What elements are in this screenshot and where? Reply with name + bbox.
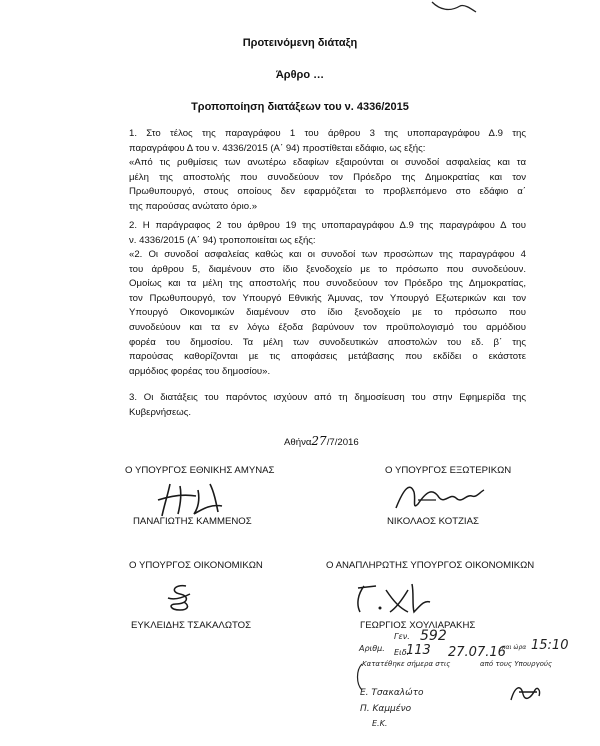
text-line: Κυβερνήσεως.	[129, 406, 192, 418]
stamp-minister-2: Π. Καμμένο	[360, 704, 412, 714]
foreign-minister-signature	[392, 478, 492, 518]
proposed-provision-heading: Προτεινόμενη διάταξη	[242, 37, 358, 49]
stamp-eid-label: Ειδ.	[394, 648, 410, 657]
date-handwritten-day: 27	[311, 434, 327, 448]
text-line: παρούσας καθορίζονται με τις αποφάσεις μετάβασης που εκδίδει ο εκάστοτε	[129, 351, 526, 363]
alt-finance-minister-signature	[350, 580, 440, 616]
defence-minister-signature	[140, 478, 250, 518]
top-margin-scribble	[430, 0, 480, 16]
paragraph-3	[129, 391, 526, 420]
text-line: αρμόδιος φορέας του δημοσίου».	[129, 365, 271, 377]
stamp-bracket-scribble	[352, 662, 366, 692]
foreign-minister-name: ΝΙΚΟΛΑΟΣ ΚΟΤΖΙΑΣ	[387, 516, 479, 527]
text-line: «2. Οι συνοδοί ασφαλείας καθώς και οι συνοδοί των προσώπων της παραγράφου 4	[129, 249, 526, 260]
amendment-title: Τροποποίηση διατάξεων του ν. 4336/2015	[191, 101, 409, 113]
defence-minister-title: Ο ΥΠΟΥΡΓΟΣ ΕΘΝΙΚΗΣ ΑΜΥΝΑΣ	[125, 465, 275, 476]
finance-minister-title: Ο ΥΠΟΥΡΓΟΣ ΟΙΚΟΝΟΜΙΚΩΝ	[129, 560, 263, 571]
text-line: μέλη της αποστολής που συνοδεύουν τον Πρόεδρο της Δημοκρατίας και τον	[129, 171, 526, 183]
stamp-date: 27.07.16	[448, 645, 506, 660]
date-suffix: /7/2016	[326, 437, 359, 448]
stamp-gen-number: 592	[420, 628, 447, 644]
text-line: 1. Στο τέλος της παραγράφου 1 του άρθρου 3 της υποπαραγράφου Δ.9 της	[129, 128, 526, 139]
paragraph-1	[129, 127, 526, 156]
text-line: φορέα του δημοσίου. Τα μέλη των συνοδευτικών αποστολών του εδ. β΄ της	[129, 336, 526, 348]
stamp-minister-3: Ε.Κ.	[372, 719, 388, 728]
stamp-minister-1: Ε. Τσακαλώτο	[360, 688, 424, 698]
text-line: Υπουργό Οικονομικών διαμένουν στο ίδιο ξενοδοχείο με το πρόσωπο που	[129, 307, 526, 319]
text-line: συνοδεύουν και τα εν λόγω έξοδα βαρύνουν τον προϋπολογισμό του αρμόδιου	[129, 321, 526, 333]
text-line: ν. 4336/2015 (Α΄ 94) τροποποιείται ως εξής:	[129, 234, 316, 246]
stamp-time-prefix: και ώρα	[502, 644, 527, 651]
alt-finance-minister-name: ΓΕΩΡΓΙΟΣ ΧΟΥΛΙΑΡΑΚΗΣ	[360, 620, 476, 631]
paragraph-2	[129, 219, 526, 248]
article-heading: Άρθρο …	[275, 69, 325, 81]
text-line: «Από τις ρυθμίσεις των ανωτέρω εδαφίων εξαιρούνται οι συνοδοί ασφαλείας και τα	[129, 157, 526, 168]
stamp-deposited-text: Κατατέθηκε σήμερα στις	[362, 660, 451, 668]
stamp-arith-label: Αριθμ.	[359, 644, 385, 653]
text-line: του άρθρου 5, διαμένουν στο ίδιο ξενοδοχείο με το πρόσωπο που συνοδεύουν.	[129, 263, 526, 275]
text-line: Ομοίως και τα μέλη της αποστολής που συνοδεύουν τον Πρόεδρο της Δημοκρατίας,	[129, 278, 526, 290]
date-line	[284, 434, 359, 448]
foreign-minister-title: Ο ΥΠΟΥΡΓΟΣ ΕΞΩΤΕΡΙΚΩΝ	[385, 465, 512, 476]
text-line: παραγράφου Δ του ν. 4336/2015 (Α΄ 94) προστίθεται εδάφιο, ως εξής:	[129, 142, 426, 154]
text-line: τον Πρωθυπουργό, τον Υπουργό Εθνικής Άμυνας, τον Υπουργό Εξωτερικών και τον	[129, 292, 526, 304]
text-line: 3. Οι διατάξεις του παρόντος ισχύουν από τη δημοσίευση του στην Εφημερίδα της	[129, 392, 526, 403]
date-prefix: Αθήνα	[284, 437, 312, 448]
text-line: της παρούσας ανώτατο όριο.»	[129, 200, 258, 212]
stamp-eid-number: 113	[406, 643, 431, 658]
text-line: Πρωθυπουργό, στους οποίους δεν εφαρμόζεται το προβλεπόμενο στο εδάφιο α΄	[129, 186, 526, 198]
stamp-time: 15:10	[531, 638, 569, 653]
quotation-1	[129, 156, 526, 214]
finance-minister-name: ΕΥΚΛΕΙΔΗΣ ΤΣΑΚΑΛΩΤΟΣ	[131, 620, 252, 631]
alt-finance-minister-title: Ο ΑΝΑΠΛΗΡΩΤΗΣ ΥΠΟΥΡΓΟΣ ΟΙΚΟΝΟΜΙΚΩΝ	[326, 560, 535, 571]
stamp-by-ministers-text: από τους Υπουργούς	[480, 660, 553, 668]
defence-minister-name: ΠΑΝΑΓΙΩΤΗΣ ΚΑΜΜΕΝΟΣ	[133, 516, 252, 527]
stamp-gen-label: Γεν.	[394, 632, 410, 641]
quotation-2	[129, 248, 526, 379]
stamp-initials-scribble	[505, 680, 545, 706]
text-line: 2. Η παράγραφος 2 του άρθρου 19 της υποπαραγράφου Δ.9 της παραγράφου Δ του	[129, 220, 526, 231]
finance-minister-signature	[160, 582, 200, 616]
